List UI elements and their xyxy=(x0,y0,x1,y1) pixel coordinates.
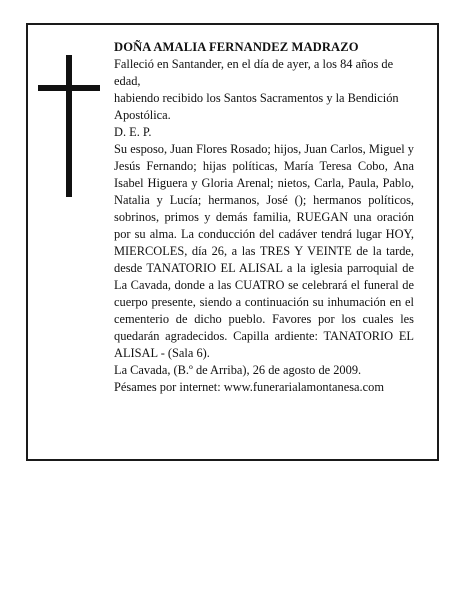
death-announcement: Falleció en Santander, en el día de ayer, a los 84 años de edad, xyxy=(114,57,394,88)
dep-line: D. E. P. xyxy=(114,125,152,139)
place-and-date: La Cavada, (B.º de Arriba), 26 de agosto de 2009. xyxy=(114,363,362,377)
family-and-service-details: Su esposo, Juan Flores Rosado; hijos, Juan Carlos, Miguel y Jesús Fernando; hijas políticas, María Teresa Cobo, Ana Isabel Higuera y Gloria Arenal; nietos, Carla, Paula, Pablo, Natalia y Lucía; hermanos, José (); hermanos políticos, sobrinos, primos y demás familia, RUEGAN una oración por su alma. La conducción del cadáver tendrá lugar HOY, MIERCOLES, día 26, a las TRES Y VEINTE de la tarde, desde TANATORIO EL ALISAL a la iglesia parroquial de La Cavada, donde a las CUATRO se celebrará el funeral de cuerpo presente, siendo a continuación su inhumación en el cementerio de dicho pueblo. Favores por los cuales les quedarán agradecidos. Capilla ardiente: TANATORIO EL ALISAL - (Sala 6). xyxy=(114,142,414,360)
cross-icon-bar xyxy=(38,85,100,91)
obituary-notice xyxy=(26,23,439,461)
obituary-text xyxy=(114,39,414,396)
cross-icon xyxy=(66,55,72,197)
condolences-line: Pésames por internet: www.funerarialamontanesa.com xyxy=(114,380,384,394)
deceased-name: DOÑA AMALIA FERNANDEZ MADRAZO xyxy=(114,40,359,54)
sacraments-line: habiendo recibido los Santos Sacramentos y la Bendición Apostólica. xyxy=(114,91,399,122)
